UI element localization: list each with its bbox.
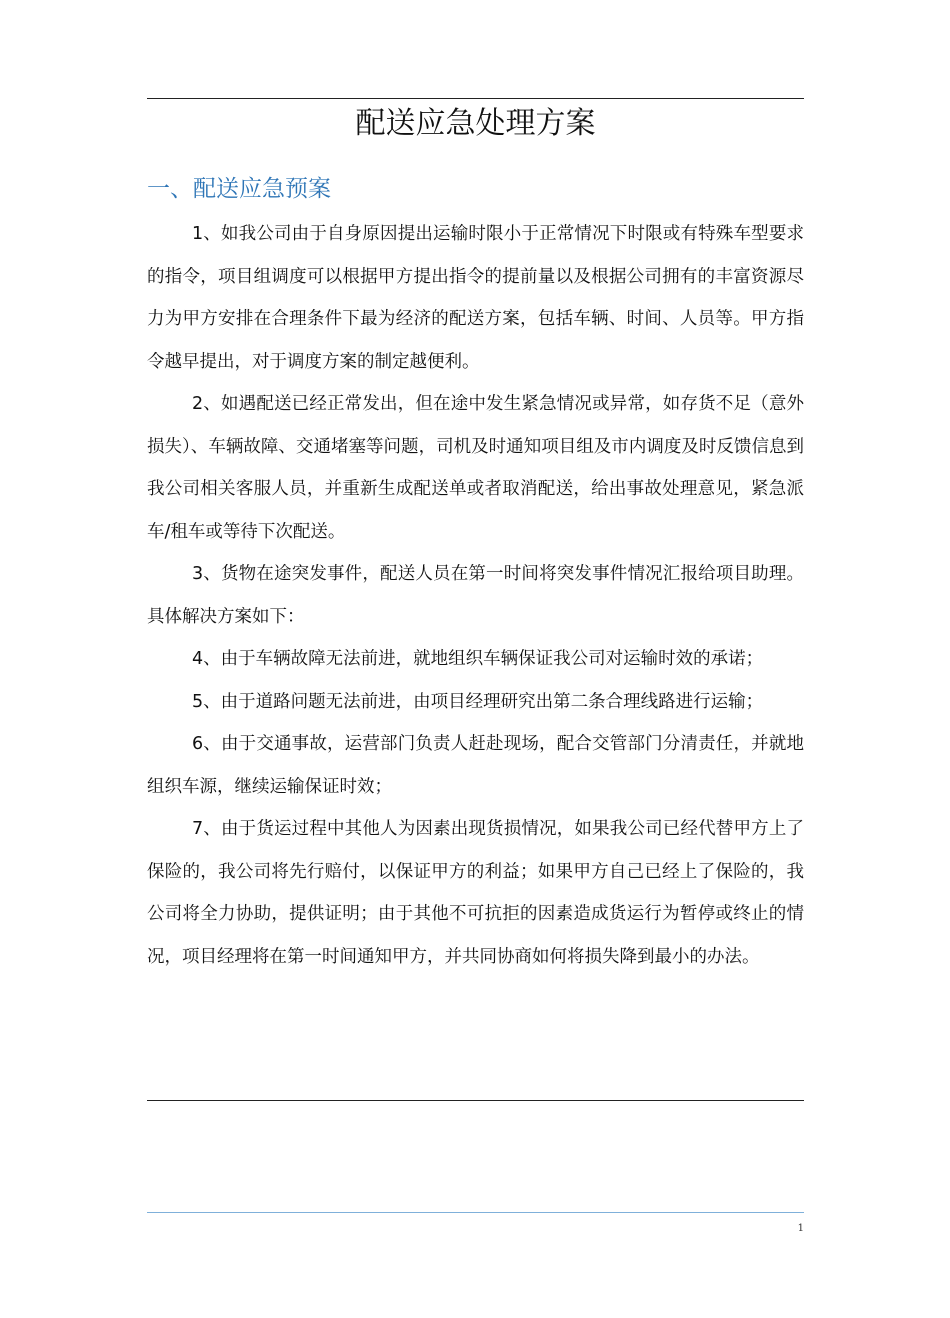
- footer-rule: [147, 1212, 804, 1213]
- paragraph-2: 2、如遇配送已经正常发出，但在途中发生紧急情况或异常，如存货不足（意外损失）、车辆故障、交通堵塞等问题，司机及时通知项目组及市内调度及时反馈信息到我公司相关客服人员，并重新生成配送单或者取消配送，给出事故处理意见，紧急派车/租车或等待下次配送。: [147, 394, 804, 542]
- body-end-rule: [147, 1100, 804, 1101]
- paragraph-6: 6、由于交通事故，运营部门负责人赶赴现场，配合交管部门分清责任，并就地组织车源，继续运输保证时效；: [147, 734, 804, 797]
- section-heading: 一、配送应急预案: [147, 176, 331, 202]
- paragraph-7: 7、由于货运过程中其他人为因素出现货损情况，如果我公司已经代替甲方上了保险的，我公司将先行赔付，以保证甲方的利益；如果甲方自己已经上了保险的，我公司将全力协助，提供证明；由于其他不可抗拒的因素造成货运行为暂停或终止的情况，项目经理将在第一时间通知甲方，并共同协商如何将损失降到最小的办法。: [147, 819, 804, 967]
- document-title: 配送应急处理方案: [355, 106, 596, 141]
- paragraph-4: 4、由于车辆故障无法前进，就地组织车辆保证我公司对运输时效的承诺；: [192, 649, 764, 669]
- page-number: 1: [797, 1223, 804, 1234]
- paragraph-1: 1、如我公司由于自身原因提出运输时限小于正常情况下时限或有特殊车型要求的指令，项目组调度可以根据甲方提出指令的提前量以及根据公司拥有的丰富资源尽力为甲方安排在合理条件下最为经济的配送方案，包括车辆、时间、人员等。甲方指令越早提出，对于调度方案的制定越便利。: [147, 224, 804, 372]
- paragraph-3: 3、货物在途突发事件，配送人员在第一时间将突发事件情况汇报给项目助理。具体解决方案如下：: [147, 564, 804, 627]
- document-body: [147, 213, 804, 978]
- header-rule: [147, 98, 804, 99]
- paragraph-5: 5、由于道路问题无法前进，由项目经理研究出第二条合理线路进行运输；: [192, 691, 764, 712]
